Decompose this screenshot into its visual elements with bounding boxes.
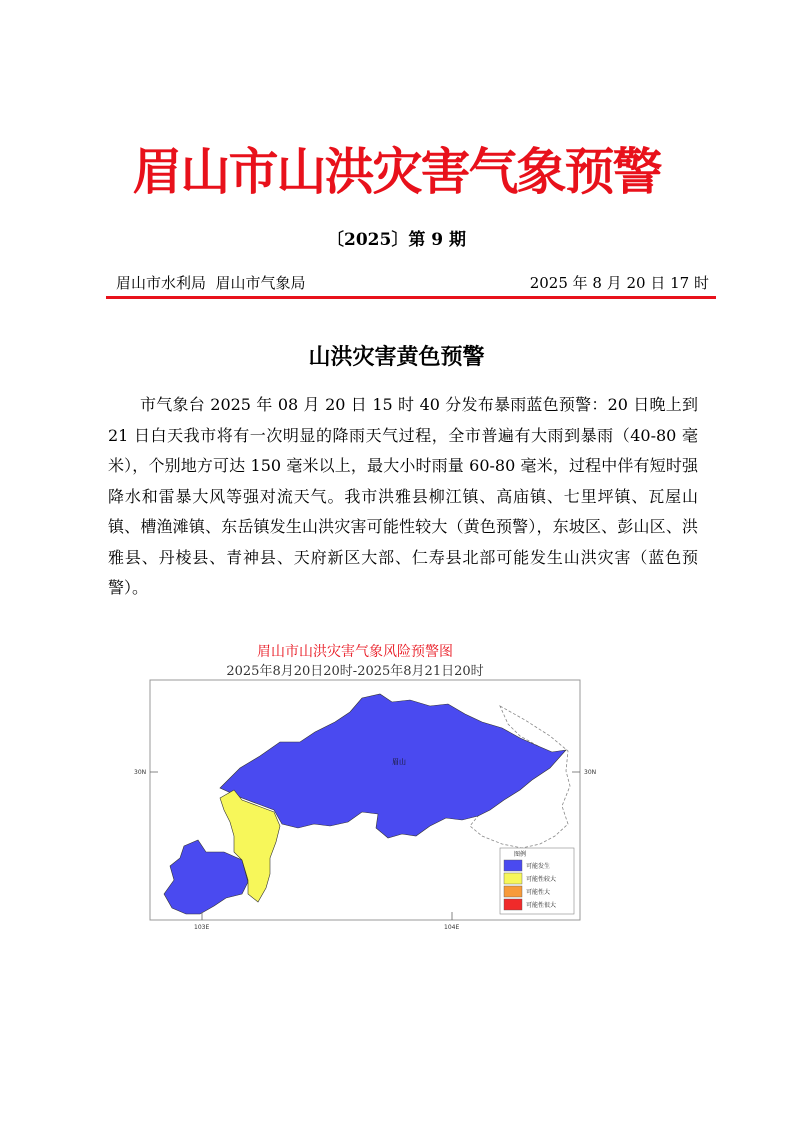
issuing-agencies: 眉山市水利局 眉山市气象局 [116, 274, 306, 292]
map-city-label: 眉山 [392, 758, 406, 766]
masthead-title: 眉山市山洪灾害气象预警 [132, 143, 661, 201]
legend-label-2: 可能性较大 [526, 876, 557, 883]
issue-date: 2025 年 8 月 20 日 17 时 [529, 274, 709, 292]
issue-number: 〔2025〕第 9 期 [327, 230, 466, 250]
header-divider [106, 296, 716, 299]
map-lat-label-left: 30N [134, 769, 147, 776]
legend-label-4: 可能性很大 [526, 902, 557, 909]
legend-swatch-orange [504, 886, 522, 897]
map-lat-label-right: 30N [584, 769, 597, 776]
document-body: 市气象台 2025 年 08 月 20 日 15 时 40 分发布暴雨蓝色预警：20 日晚上到 21 日白天我市将有一次明显的降雨天气过程，全市普遍有大雨到暴雨（40-80 毫米），个别地方可达 150 毫米以上，最大小时雨量 60-80 毫米，过程中伴有短时强降水和雷暴大风等强对流天气。我市洪雅县柳江镇、高庙镇、七里坪镇、瓦屋山镇、槽渔滩镇、东岳镇发生山洪灾害可能性较大（黄色预警），东坡区、彭山区、洪雅县、丹棱县、青神县、天府新区大部、仁寿县北部可能发生山洪灾害（蓝色预警）。 [108, 395, 698, 597]
map-lon-label-2: 104E [444, 924, 460, 931]
legend-title: 图例 [514, 851, 527, 858]
map-legend [500, 848, 574, 914]
legend-label-3: 可能性大 [526, 889, 551, 896]
legend-swatch-blue [504, 860, 522, 871]
map-lon-label-1: 103E [194, 924, 210, 931]
warning-map [130, 676, 600, 936]
map-subtitle: 2025年8月20日20时-2025年8月21日20时 [226, 664, 484, 679]
document-title: 山洪灾害黄色预警 [308, 344, 485, 370]
map-title: 眉山市山洪灾害气象风险预警图 [257, 644, 453, 660]
legend-label-1: 可能发生 [526, 863, 551, 870]
legend-swatch-yellow [504, 873, 522, 884]
legend-swatch-red [504, 899, 522, 910]
